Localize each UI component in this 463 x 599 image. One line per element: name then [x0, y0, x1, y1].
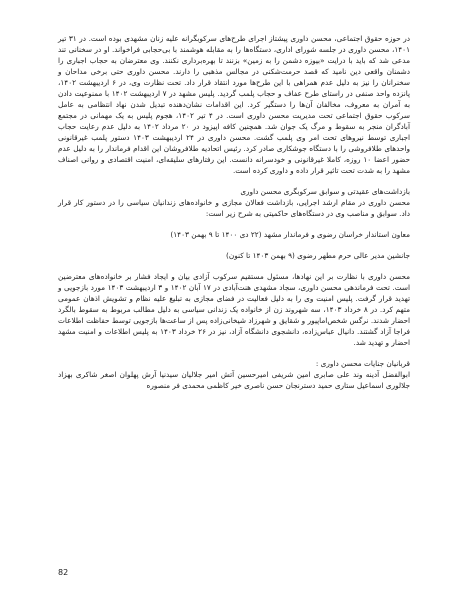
section-paragraph: محسن داوری در مقام ارشد اجرایی، بازداشت فعالان مجازی و خانواده‌های زندانیان سیاسی را در دستور کار قرار داد. سوابق و مناصب وی در دستگاه‌های حاکمیتی به شرح زیر است: — [58, 198, 410, 218]
section-heading: بازداشت‌های عقیدتی و سوابق سرکوبگری محسن داوری — [240, 187, 410, 196]
page-number: 82 — [58, 568, 69, 577]
intro-paragraph: در حوزه حقوق اجتماعی، محسن داوری پیشتاز اجرای طرح‌های سرکوبگرانه علیه زنان مشهدی بوده است. در ۳۱ تیر ۱۴۰۱، محسن داوری در جلسه شورای اداری، دستگاه‌ها را به مقابله هوشمند با بی‌حجابی فراخواند. او در سخنانی تند مدعی شد که باید با درایت «بیوزه دشمن را به زمین» بزنند تا بهره‌برداری نکنند. وی معترضان به حجاب اجباری را دشمنان واقعی دین نامید که قصد حرمت‌شکنی در مجالس مذهبی را دارند. محسن داوری حتی برخی مداحان و سخنرانان را نیز به دلیل عدم همراهی با این طرح‌ها مورد انتقاد قرار داد. تحت نظارت وی، در ۶ اردیبهشت ۱۴۰۲، پانزده واحد صنفی در راستای طرح عفاف و حجاب پلمب گردید. پلیس مشهد در ۷ اردیبهشت ۱۴۰۲ با ممنوعیت دادن به آمران به معروف، مخالفان آن‌ها را دستگیر کرد. این اقدامات نشان‌دهنده تبدیل شدن نهاد انتظامی به عامل سرکوب حقوق اجتماعی تحت مدیریت محسن داوری است. در ۴ تیر ۱۴۰۲، هجوم پلیس به یک مهمانی در مجتمع آبادگران منجر به سقوط و مرگ یک جوان شد. همچنین کافه اپیزود در ۲۰ مرداد ۱۴۰۲ به دلیل عدم رعایت حجاب اجباری توسط نیروهای تحت امر وی پلمب گشت. محسن داوری در ۲۴ اردیبهشت ۱۴۰۳ دستور پلمب غیرقانونی واحدهای طلافروشی را با دستگاه جوشکاری صادر کرد. رئیس اتحادیه طلافروشان این اقدام فرماندار را به دلیل عدم حضور اعضا ۱۰ روزه، کاملا غیرقانونی و خودسرانه دانست. این رفتارهای سلیقه‌ای، امنیت اقتصادی و روانی اصناف مشهد را به شدت تحت تاثیر قرار داده و داوری کرده است. — [58, 34, 411, 175]
victims-heading: قربانیان جنایات محسن داوری : — [315, 359, 410, 368]
page-body — [58, 33, 410, 391]
position-line-1: معاون استاندار خراسان رضوی و فرماندار مشهد (۲۲ دی ۱۴۰۰ تا ۹ بهمن ۱۴۰۳) — [170, 230, 410, 239]
position-line-2: جانشین مدیر عالی حرم مطهر رضوی (۹ بهمن ۱۴۰۳ تا کنون) — [226, 251, 410, 260]
victims-list: ابوالفضل آدینه وند علی صابری امین شریفی امیرحسین آتش امیر جلالیان سیدنیا آرش پهلوان اصغر شاکری بهزاد جلالوری اسماعیل ستاری حمید دسترنجان حسن ناصری خیر کاظمی محمدی فر منصوره — [58, 370, 410, 390]
detention-paragraph: محسن داوری با نظارت بر این نهادها، مسئول مستقیم سرکوب آزادی بیان و ایجاد فشار بر خانواده‌های معترضین است. تحت فرماندهی محسن داوری، سجاد مشهدی هنت‌آبادی در ۱۷ آبان ۱۴۰۲ و ۳ اردیبهشت ۱۴۰۳ مورد بازجویی و تهدید قرار گرفت. پلیس امنیت وی را به دلیل فعالیت در فضای مجازی به تبلیغ علیه نظام و تشویش اذهان عمومی متهم کرد. در ۸ خرداد ۱۴۰۳، سه شهروند زن از خانواده یک زندانی سیاسی به دلیل مطالب مربوط به سقوط بالگرد احضار شدند. نرگس شخص‌اماپیور و شقایق و شهرزاد شیخانی‌زاده پس از ساعت‌ها بازجویی توسط حفاظت اطلاعات فراجا آزاد گشتند. دانیال عباس‌زاده، دانشجوی دانشگاه آزاد، نیز در ۲۶ خرداد ۱۴۰۳ به پلیس اطلاعات و امنیت مشهد احضار و تهدید شد. — [58, 272, 410, 347]
